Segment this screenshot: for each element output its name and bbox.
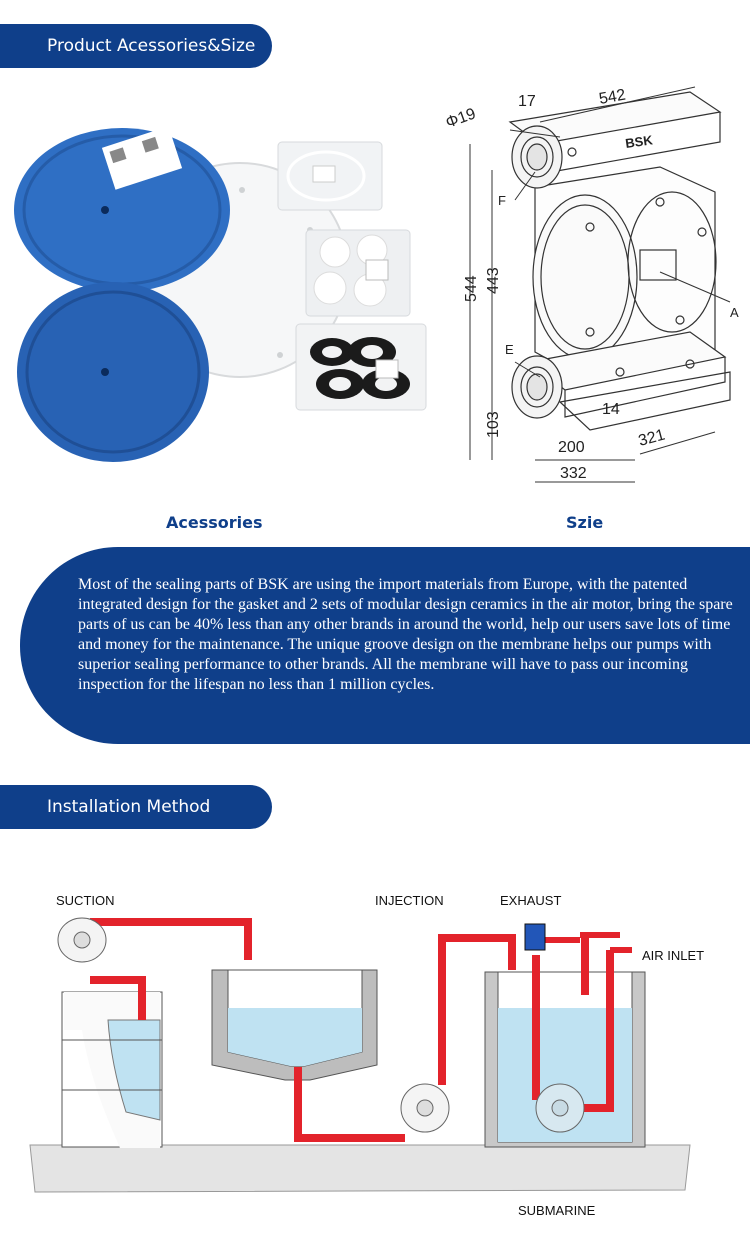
dim-height-total: 544: [463, 275, 480, 302]
dim-height-mid: 443: [485, 267, 502, 294]
section-title-installation: [0, 785, 272, 829]
caption-accessories: Acessories: [166, 513, 263, 532]
label-e: E: [505, 342, 514, 357]
bag-black-seals: [296, 324, 426, 410]
dim-hole: Φ19: [443, 105, 479, 132]
ground-slab: [30, 1145, 690, 1192]
blue-membrane-bottom: [17, 282, 209, 462]
pump-dimension-drawing: [440, 82, 750, 502]
dim-flange: 17: [518, 93, 536, 110]
label-air-inlet: AIR INLET: [642, 948, 705, 963]
description-banner: [20, 547, 750, 744]
label-suction: SUCTION: [56, 893, 115, 908]
section-title-text: Installation Method: [47, 797, 211, 817]
installation-diagram: [20, 880, 730, 1220]
dim-top-width: 542: [597, 86, 627, 108]
section-title-accessories: [0, 24, 272, 68]
dim-height-base: 103: [485, 411, 502, 438]
dim-port: 14: [602, 401, 620, 418]
accessories-photo: [10, 120, 430, 480]
left-tank: [62, 992, 162, 1148]
label-submarine: SUBMARINE: [518, 1203, 596, 1218]
exhaust-muffler: [525, 924, 545, 950]
middle-tank: [212, 970, 377, 1080]
dim-depth: 321: [636, 426, 667, 450]
brand-mark: BSK: [624, 132, 654, 151]
bag-check-balls: [306, 230, 410, 316]
pump-injection: [401, 1084, 449, 1132]
label-f: F: [498, 193, 506, 208]
description-text: Most of the sealing parts of BSK are using the import materials from Europe, with the patented integrated design for the gasket and 2 sets of modular design ceramics in the air motor, bring the spare parts of us can be 40% less than any other brands in around the world, help our users save lots of time and money for the maintenance. The unique groove design on the membrane helps our pumps with superior sealing performance to other brands. All the membrane will have to pass our incoming inspection for the lifespan no less than 1 million cycles.: [78, 576, 733, 693]
dim-base-outer: 332: [560, 465, 587, 482]
caption-size: Szie: [566, 513, 604, 532]
section-title-text: Product Acessories&Size: [47, 36, 256, 56]
dim-base-inner: 200: [558, 439, 585, 456]
label-exhaust: EXHAUST: [500, 893, 562, 908]
label-a: A: [730, 305, 739, 320]
pump-suction: [58, 918, 106, 962]
pump-submerged: [536, 1084, 584, 1132]
label-injection: INJECTION: [375, 893, 444, 908]
